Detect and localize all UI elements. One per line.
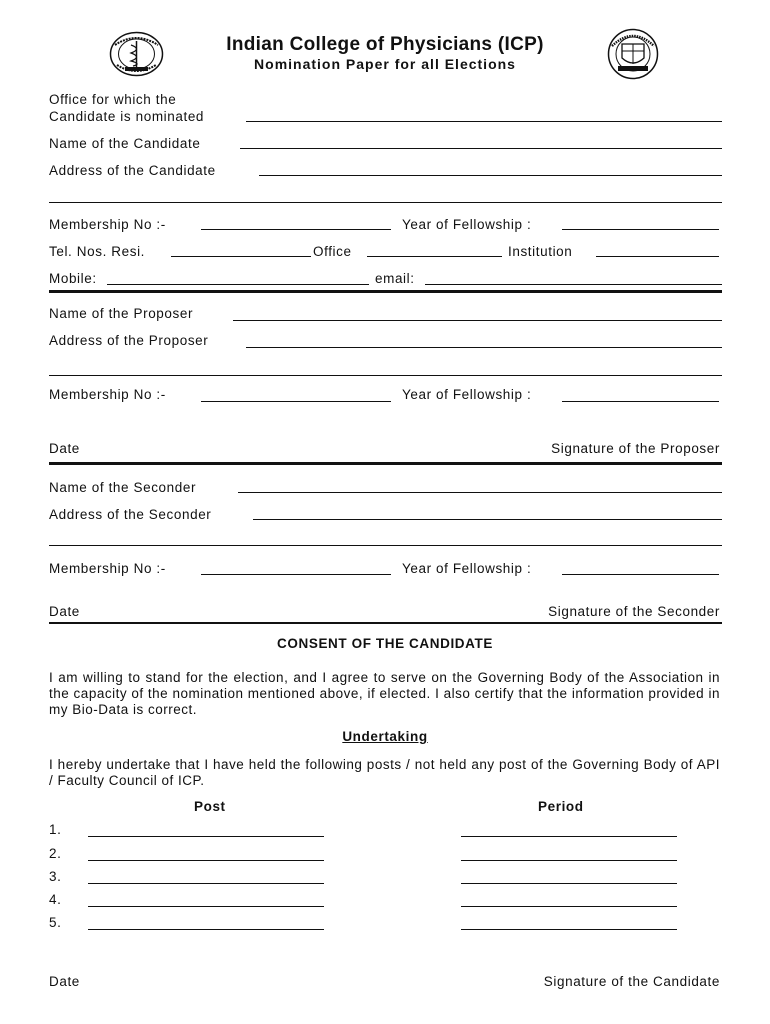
candidate-membership-field[interactable] [201,229,391,230]
seconder-date-label: Date [49,604,80,619]
proposer-address-field-2[interactable] [49,375,722,376]
office-label-line1: Office for which the [49,92,177,107]
tel-institution-label: Institution [508,244,573,259]
tel-institution-field[interactable] [596,256,719,257]
proposer-name-label: Name of the Proposer [49,306,194,321]
proposer-address-field[interactable] [246,347,722,348]
candidate-fellowship-label: Year of Fellowship : [402,217,532,232]
post-field[interactable] [88,883,324,884]
proposer-fellowship-label: Year of Fellowship : [402,387,532,402]
list-item-number: 3. [49,869,62,884]
seconder-address-field-2[interactable] [49,545,722,546]
undertaking-heading: Undertaking [342,729,428,744]
email-label: email: [375,271,415,286]
list-item-number: 2. [49,846,62,861]
seconder-membership-label: Membership No :- [49,561,166,576]
tel-resi-field[interactable] [171,256,311,257]
candidate-address-field-2[interactable] [49,202,722,203]
post-field[interactable] [88,860,324,861]
seconder-signature-label: Signature of the Seconder [548,604,720,619]
candidate-name-field[interactable] [240,148,722,149]
seconder-fellowship-label: Year of Fellowship : [402,561,532,576]
proposer-membership-label: Membership No :- [49,387,166,402]
seconder-name-label: Name of the Seconder [49,480,197,495]
office-field[interactable] [246,121,722,122]
post-field[interactable] [88,906,324,907]
mobile-field[interactable] [107,284,369,285]
seconder-membership-field[interactable] [201,574,391,575]
candidate-date-label: Date [49,974,80,989]
candidate-address-field[interactable] [259,175,722,176]
consent-heading: CONSENT OF THE CANDIDATE [277,636,493,651]
consent-text: I am willing to stand for the election, and I agree to serve on the Governing Body of the Association in the capacity of the nomination mentioned above, if elected. I also certify that the information provided in my Bio-Data is correct. [49,670,720,717]
section-divider [49,462,722,465]
email-field[interactable] [425,284,722,285]
undertaking-text: I hereby undertake that I have held the following posts / not held any post of the Governing Body of API / Faculty Council of ICP. [49,757,720,788]
section-divider [49,622,722,624]
period-field[interactable] [461,883,677,884]
candidate-name-label: Name of the Candidate [49,136,201,151]
candidate-membership-label: Membership No :- [49,217,166,232]
list-item-number: 1. [49,822,62,837]
list-item-number: 4. [49,892,62,907]
proposer-address-label: Address of the Proposer [49,333,209,348]
proposer-signature-label: Signature of the Proposer [551,441,720,456]
tel-office-field[interactable] [367,256,502,257]
page-subtitle: Nomination Paper for all Elections [254,56,516,72]
post-field[interactable] [88,929,324,930]
list-item-number: 5. [49,915,62,930]
tel-office-label: Office [313,244,352,259]
period-field[interactable] [461,836,677,837]
section-divider [49,290,722,293]
seconder-address-label: Address of the Seconder [49,507,212,522]
period-field[interactable] [461,860,677,861]
mobile-label: Mobile: [49,271,97,286]
post-field[interactable] [88,836,324,837]
proposer-name-field[interactable] [233,320,722,321]
seconder-name-field[interactable] [238,492,722,493]
post-column-header: Post [194,799,226,814]
candidate-signature-label: Signature of the Candidate [543,974,720,989]
proposer-fellowship-field[interactable] [562,401,719,402]
proposer-date-label: Date [49,441,80,456]
seconder-address-field[interactable] [253,519,722,520]
candidate-address-label: Address of the Candidate [49,163,216,178]
seconder-fellowship-field[interactable] [562,574,719,575]
page-title: Indian College of Physicians (ICP) [226,34,544,55]
period-column-header: Period [538,799,584,814]
period-field[interactable] [461,906,677,907]
candidate-fellowship-field[interactable] [562,229,719,230]
tel-resi-label: Tel. Nos. Resi. [49,244,146,259]
proposer-membership-field[interactable] [201,401,391,402]
period-field[interactable] [461,929,677,930]
office-label-line2: Candidate is nominated [49,109,205,124]
